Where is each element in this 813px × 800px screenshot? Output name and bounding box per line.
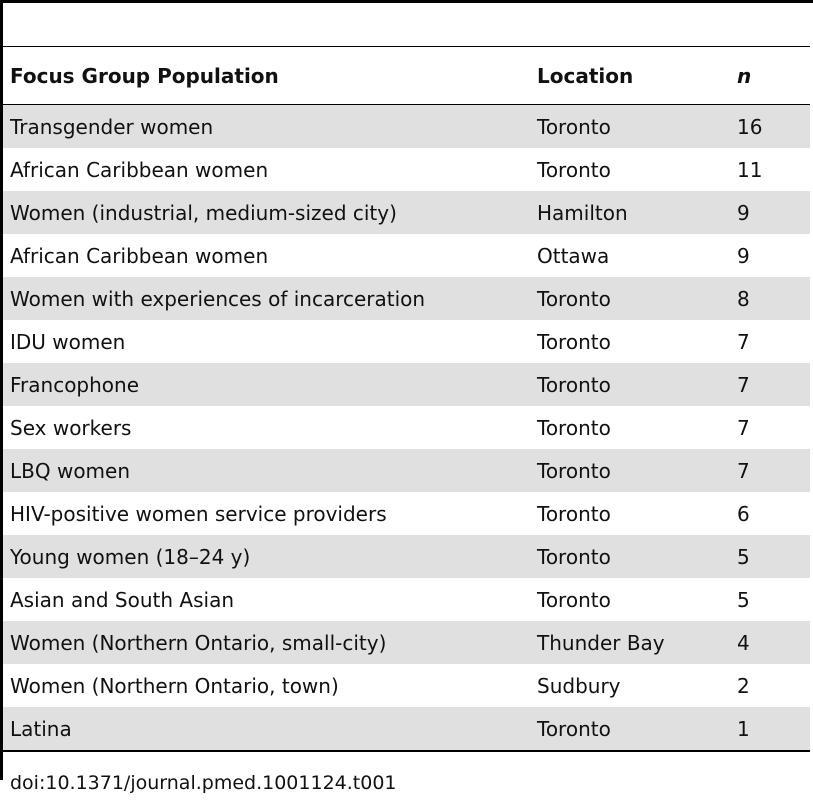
cell-location: Toronto xyxy=(537,415,611,440)
cell-location: Sudbury xyxy=(537,673,621,698)
header-population: Focus Group Population xyxy=(3,47,530,105)
table-row xyxy=(3,191,810,234)
table-row xyxy=(3,664,810,707)
cell-n: 2 xyxy=(737,673,750,698)
cell-population: African Caribbean women xyxy=(10,243,269,268)
header-n: n xyxy=(730,47,810,105)
cell-n: 6 xyxy=(737,501,750,526)
cell-location: Toronto xyxy=(530,707,730,750)
cell-n: 11 xyxy=(737,157,763,182)
doi-caption: doi:10.1371/journal.pmed.1001124.t001 xyxy=(10,772,397,794)
table-header-row xyxy=(3,47,810,105)
cell-population: LBQ women xyxy=(3,449,530,492)
cell-n: 7 xyxy=(737,329,750,354)
table-row xyxy=(3,578,810,621)
table-bottom-rule xyxy=(3,750,810,752)
cell-location: Toronto xyxy=(537,157,611,182)
cell-n: 16 xyxy=(730,105,810,149)
cell-population: Women (industrial, medium-sized city) xyxy=(3,191,530,234)
table-row xyxy=(3,234,810,277)
cell-location: Toronto xyxy=(530,449,730,492)
table-row xyxy=(3,148,810,191)
cell-location: Toronto xyxy=(537,329,611,354)
focus-group-table-container xyxy=(3,46,810,752)
table-row xyxy=(3,363,810,406)
header-location: Location xyxy=(530,47,730,105)
cell-location: Toronto xyxy=(537,587,611,612)
cell-population: Francophone xyxy=(3,363,530,406)
cell-n: 5 xyxy=(737,587,750,612)
cell-location: Toronto xyxy=(530,363,730,406)
cell-n: 9 xyxy=(737,243,750,268)
cell-n: 5 xyxy=(730,535,810,578)
cell-location: Toronto xyxy=(530,277,730,320)
table-row xyxy=(3,535,810,578)
cell-population: African Caribbean women xyxy=(10,157,269,182)
top-border-rule xyxy=(3,0,813,3)
cell-population: HIV-positive women service providers xyxy=(10,501,387,526)
cell-population: Women (Northern Ontario, small-city) xyxy=(3,621,530,664)
cell-n: 7 xyxy=(730,363,810,406)
table-row xyxy=(3,449,810,492)
table-row xyxy=(3,105,810,149)
cell-n: 1 xyxy=(730,707,810,750)
cell-location: Toronto xyxy=(530,105,730,149)
cell-population: Women with experiences of incarceration xyxy=(3,277,530,320)
table-row xyxy=(3,707,810,750)
cell-n: 8 xyxy=(730,277,810,320)
table-row xyxy=(3,277,810,320)
cell-location: Hamilton xyxy=(530,191,730,234)
cell-n: 9 xyxy=(730,191,810,234)
cell-n: 7 xyxy=(737,415,750,440)
cell-n: 4 xyxy=(730,621,810,664)
cell-location: Toronto xyxy=(530,535,730,578)
cell-location: Ottawa xyxy=(537,243,610,268)
table-row xyxy=(3,492,810,535)
cell-population: Sex workers xyxy=(10,415,132,440)
table-body xyxy=(3,105,810,751)
cell-population: IDU women xyxy=(10,329,126,354)
table-row xyxy=(3,621,810,664)
cell-population: Transgender women xyxy=(3,105,530,149)
cell-population: Young women (18–24 y) xyxy=(3,535,530,578)
cell-population: Women (Northern Ontario, town) xyxy=(10,673,339,698)
cell-location: Toronto xyxy=(537,501,611,526)
cell-n: 7 xyxy=(730,449,810,492)
table-row xyxy=(3,406,810,449)
focus-group-table xyxy=(3,47,810,750)
cell-population: Asian and South Asian xyxy=(10,587,235,612)
cell-population: Latina xyxy=(3,707,530,750)
table-row xyxy=(3,320,810,363)
cell-location: Thunder Bay xyxy=(530,621,730,664)
